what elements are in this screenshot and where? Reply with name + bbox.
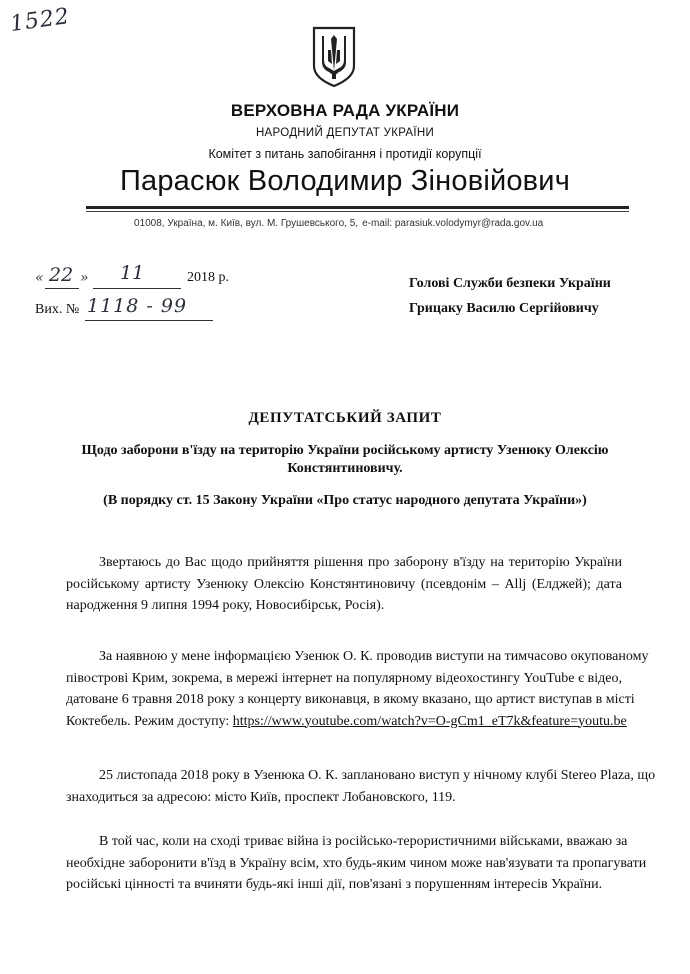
paragraph-line: За наявною у мене інформацією Узенюк О. К. проводив виступи на тимчасово окупованому xyxy=(99,649,649,664)
document-title: ДЕПУТАТСЬКИЙ ЗАПИТ xyxy=(248,410,442,426)
body-paragraph xyxy=(66,646,649,732)
paragraph-line: необхідне заборонити в'їзд в Україну всім, хто будь-яким чином може нав'язувати та пропагувати xyxy=(66,855,647,871)
body-paragraph xyxy=(66,765,656,808)
legal-basis: (В порядку ст. 15 Закону України «Про статус народного депутата України») xyxy=(103,493,587,508)
committee-name: Комітет з питань запобігання і протидії корупції xyxy=(208,147,482,161)
letterhead-divider xyxy=(86,206,629,209)
access-mode-text: Коктебель. Режим доступу: xyxy=(66,713,233,729)
date-month: 11 xyxy=(120,262,145,284)
month-underline xyxy=(93,288,181,289)
letterhead-address xyxy=(134,218,543,229)
date-open-quote: « xyxy=(35,270,44,286)
paragraph-line: 25 листопада 2018 року в Узенюка О. К. заплановано виступ у нічному клубі Stereo Plaza, що xyxy=(99,768,656,783)
deputy-name: Парасюк Володимир Зіновійович xyxy=(119,165,571,197)
outgoing-number-line xyxy=(35,295,215,324)
paragraph-line: датоване 6 травня 2018 року з концерту виконавця, в якому вказано, що артист виступав в місті xyxy=(66,692,635,707)
deputy-role: НАРОДНИЙ ДЕПУТАТ УКРАЇНИ xyxy=(255,127,435,139)
paragraph-line: півострові Крим, зокрема, в мережі інтернет на популярному відеохостингу YouTube є відео, xyxy=(66,670,622,686)
outgoing-number: 1118 - 99 xyxy=(87,295,188,317)
date-close-quote: » xyxy=(80,270,89,286)
addressee-name: Грицаку Василю Сергійовичу xyxy=(409,301,599,316)
outgoing-underline xyxy=(85,320,213,321)
email-address: e-mail: parasiuk.volodymyr@rada.gov.ua xyxy=(362,218,544,229)
document-subject-line-1: Щодо заборони в'їзду на територію України російському артисту Узенюку Олексію xyxy=(81,443,609,458)
date-year: 2018 р. xyxy=(187,270,229,285)
day-underline xyxy=(45,288,79,289)
body-paragraph xyxy=(66,552,622,617)
coat-of-arms-trident-icon xyxy=(311,26,357,88)
body-paragraph xyxy=(66,831,647,896)
paragraph-line xyxy=(66,711,627,733)
postal-address: 01008, Україна, м. Київ, вул. М. Грушевського, 5, xyxy=(134,218,359,229)
letter-date xyxy=(35,262,245,294)
handwritten-registration-number: 1522 xyxy=(8,3,72,38)
paragraph-line: Звертаюсь до Вас щодо прийняття рішення про заборону в'їзду на територію України xyxy=(99,555,622,570)
paragraph-line: російському артисту Узенюку Олексію Констянтиновичу (псевдонім – Allj (Елджей); дата xyxy=(66,576,622,592)
document-subject-line-2: Констянтиновичу. xyxy=(287,461,403,476)
paragraph-line: В той час, коли на сході триває війна із російсько-терористичними військами, вважаю за xyxy=(99,834,628,849)
organization-name: ВЕРХОВНА РАДА УКРАЇНИ xyxy=(230,101,460,120)
paragraph-line: народження 9 липня 1994 року, Новосибірськ, Росія). xyxy=(66,598,385,613)
paragraph-line: знаходиться за адресою: місто Київ, проспект Лобановского, 119. xyxy=(66,789,456,805)
date-day: 22 xyxy=(49,264,74,286)
letterhead-divider-thin xyxy=(86,211,629,212)
youtube-video-link[interactable]: https://www.youtube.com/watch?v=O-gCm1_eT7k&feature=youtu.be xyxy=(232,713,627,729)
paragraph-line: російські цінності та вчиняти будь-які інші дії, пов'язані з порушенням інтересів України. xyxy=(66,877,603,892)
addressee-position: Голові Служби безпеки України xyxy=(409,276,611,291)
outgoing-label: Вих. № xyxy=(35,302,80,317)
